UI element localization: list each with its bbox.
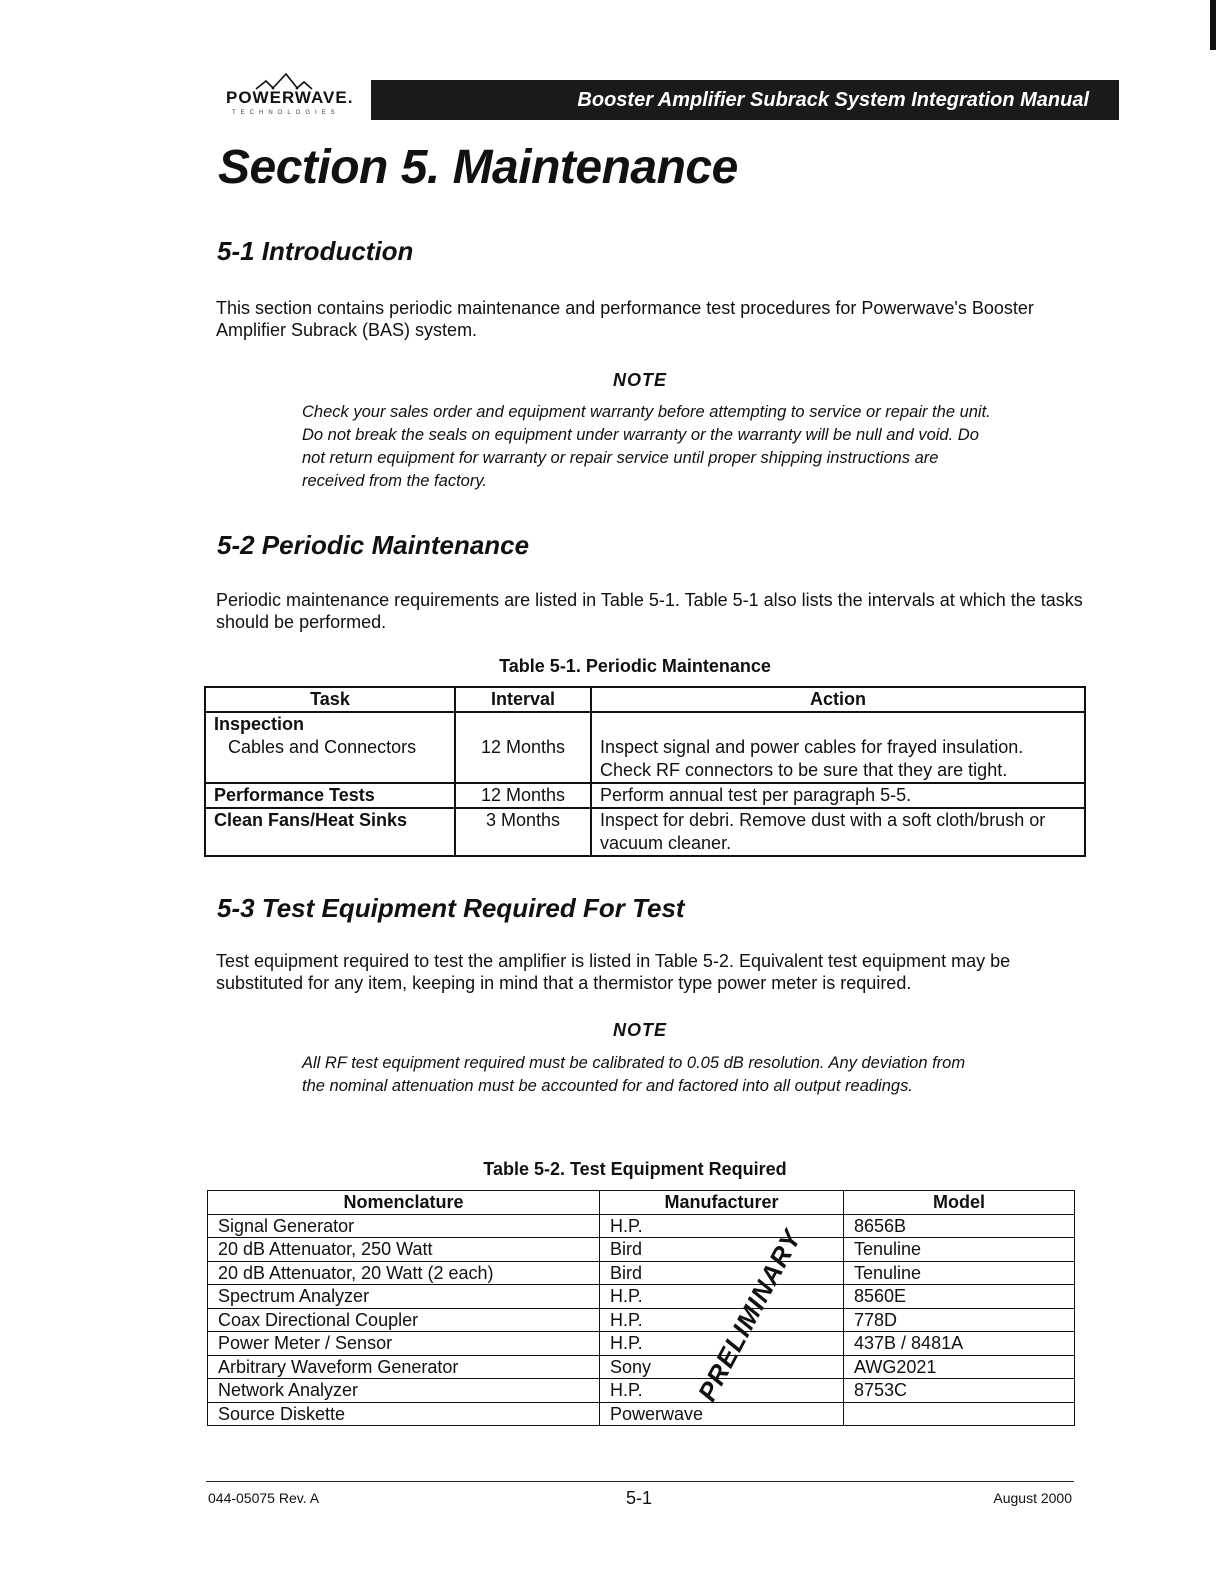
test-equipment-table [207,1190,1075,1426]
nomenclature-cell: Network Analyzer [208,1379,600,1403]
revision-date: August 2000 [993,1490,1072,1506]
model-cell: 437B / 8481A [844,1332,1075,1356]
note-label-2: NOTE [612,1020,667,1040]
interval-cell: 12 Months [455,783,591,808]
nomenclature-cell: Spectrum Analyzer [208,1285,600,1309]
table-row [205,736,1085,783]
manufacturer-cell: H.P. [600,1214,844,1238]
nomenclature-cell: Power Meter / Sensor [208,1332,600,1356]
table-row [208,1332,1075,1356]
section-title: Section 5. Maintenance [218,141,738,194]
action-cell [591,712,1085,736]
test-equipment-paragraph: Test equipment required to test the amplifier is listed in Table 5-2. Equivalent test equipment may be substituted for any item, keeping in mind that a thermistor type power meter is required. [216,951,1011,993]
table-5-1-title: Table 5-1. Periodic Maintenance [499,656,771,676]
col-header-action: Action [591,687,1085,712]
model-cell: 8656B [844,1214,1075,1238]
model-cell: 778D [844,1308,1075,1332]
interval-cell: 3 Months [455,808,591,856]
col-header-task: Task [205,687,455,712]
heading-5-1: 5-1 Introduction [217,236,414,266]
heading-5-2: 5-2 Periodic Maintenance [217,530,530,560]
col-header-model: Model [844,1191,1075,1215]
table-row [208,1238,1075,1262]
note-label-1: NOTE [612,370,667,390]
task-cell: Clean Fans/Heat Sinks [205,808,455,856]
model-cell: 8560E [844,1285,1075,1309]
periodic-paragraph: Periodic maintenance requirements are listed in Table 5-1. Table 5-1 also lists the intervals at which the tasks should be performed. [216,590,1083,632]
heading-5-3: 5-3 Test Equipment Required For Test [217,893,685,923]
col-header-nomenclature: Nomenclature [208,1191,600,1215]
table-row [208,1379,1075,1403]
scan-edge-mark [1210,0,1216,50]
model-cell: AWG2021 [844,1355,1075,1379]
manual-title-bar: Booster Amplifier Subrack System Integration Manual [371,80,1119,120]
manufacturer-cell: H.P. [600,1379,844,1403]
intro-paragraph: This section contains periodic maintenance and performance test procedures for Powerwave's Booster Amplifier Subrack (BAS) system. [216,298,1034,340]
note-text-1: Check your sales order and equipment warranty before attempting to service or repair the unit. Do not break the seals on equipment under warranty or the warranty will be null and void. Do not return equipment for warranty or repair service until proper shipping instructions are received from the factory. [302,403,991,490]
table-row [208,1285,1075,1309]
table-row [205,783,1085,808]
preliminary-stamp: PRELIMINARY [691,1224,808,1407]
powerwave-logo [226,72,356,124]
interval-cell: 12 Months [455,736,591,783]
nomenclature-cell: 20 dB Attenuator, 20 Watt (2 each) [208,1261,600,1285]
task-cell: Inspection [205,712,455,736]
action-cell: Perform annual test per paragraph 5-5. [591,783,1085,808]
interval-cell [455,712,591,736]
model-cell [844,1402,1075,1426]
nomenclature-cell: Signal Generator [208,1214,600,1238]
manufacturer-cell: Sony [600,1355,844,1379]
manufacturer-cell: H.P. [600,1332,844,1356]
nomenclature-cell: Arbitrary Waveform Generator [208,1355,600,1379]
note-text-2: All RF test equipment required must be calibrated to 0.05 dB resolution. Any deviation from the nominal attenuation must be accounted for and factored into all output readings. [302,1054,966,1095]
table-row [205,808,1085,856]
nomenclature-cell: 20 dB Attenuator, 250 Watt [208,1238,600,1262]
col-header-manufacturer: Manufacturer [600,1191,844,1215]
manufacturer-cell: Bird [600,1261,844,1285]
manufacturer-cell: H.P. [600,1308,844,1332]
table-row [208,1402,1075,1426]
table-row [208,1261,1075,1285]
action-cell: Inspect for debri. Remove dust with a soft cloth/brush or vacuum cleaner. [591,808,1085,856]
periodic-maintenance-table [204,686,1086,857]
nomenclature-cell: Coax Directional Coupler [208,1308,600,1332]
page-number: 5-1 [626,1488,653,1508]
col-header-interval: Interval [455,687,591,712]
manufacturer-cell: Powerwave [600,1402,844,1426]
task-cell: Cables and Connectors [205,736,455,783]
manufacturer-cell: Bird [600,1238,844,1262]
model-cell: Tenuline [844,1261,1075,1285]
action-cell: Inspect signal and power cables for frayed insulation. Check RF connectors to be sure that they are tight. [591,736,1085,783]
table-row [205,712,1085,736]
manufacturer-cell: H.P. [600,1285,844,1309]
model-cell: Tenuline [844,1238,1075,1262]
table-row [208,1355,1075,1379]
table-header-row [205,687,1085,712]
table-header-row [208,1191,1075,1215]
logo-wordmark: POWERWAVE. [226,88,354,107]
nomenclature-cell: Source Diskette [208,1402,600,1426]
table-row [208,1308,1075,1332]
footer-divider [206,1481,1074,1482]
task-cell: Performance Tests [205,783,455,808]
document-number: 044-05075 Rev. A [208,1490,320,1506]
table-5-2-title: Table 5-2. Test Equipment Required [483,1159,787,1179]
table-row [208,1214,1075,1238]
logo-subtitle: TECHNOLOGIES [232,110,340,116]
model-cell: 8753C [844,1379,1075,1403]
